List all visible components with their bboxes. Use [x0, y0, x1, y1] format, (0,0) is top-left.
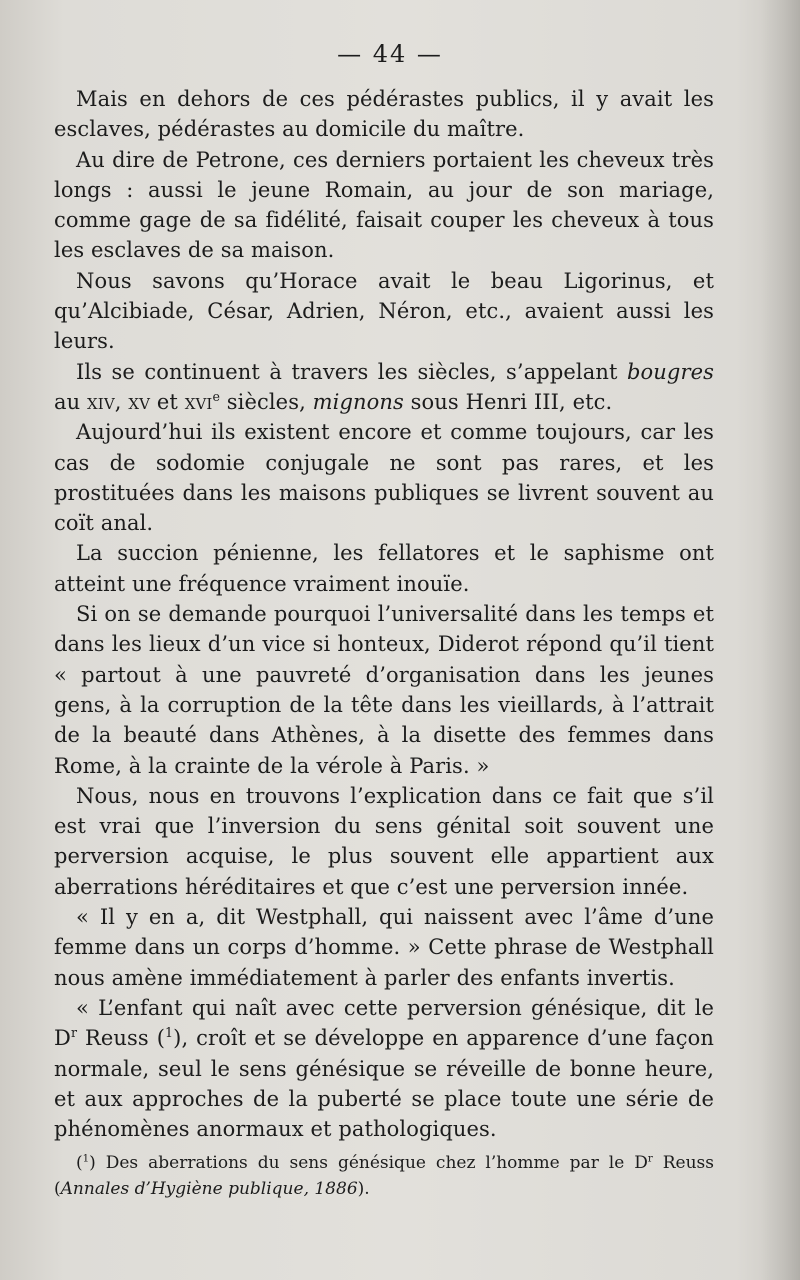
superscript: 1	[165, 1025, 174, 1041]
text-run: Mais en dehors de ces pédérastes publics, il y avait les esclaves, pédérastes au domicile du maître.	[54, 87, 714, 142]
text-run: ).	[357, 1179, 370, 1199]
text-run: « Il y en a, dit Westphall, qui naissent avec l’âme d’une femme dans un corps d’homme. » Cette phrase de Westphall nous amène immédiatement à parler des enfants invertis.	[54, 905, 714, 990]
text-run: Si on se demande pourquoi l’universalité dans les temps et dans les lieux d’un vice si honteux, Diderot répond qu’il tient « partout à une pauvreté d’organisation dans les jeunes gens, à la corruption de la tête dans les vieillards, à l’attrait de la beauté dans Athènes, à la disette des femmes dans Rome, à la crainte de la vérole à Paris. »	[54, 602, 714, 778]
text-run: au	[54, 389, 88, 414]
body-text	[54, 84, 714, 1144]
small-caps-text: xvi	[184, 389, 213, 414]
superscript: r	[70, 1025, 78, 1041]
text-run: « L’enfant qui naît avec cette perversion génésique, dit le D	[54, 995, 714, 1051]
page-number: — 44 —	[337, 40, 443, 68]
text-run: siècles,	[220, 389, 313, 414]
paragraph	[54, 417, 714, 538]
page-edge-shadow	[760, 0, 800, 1280]
text-run: Reuss (	[77, 1026, 166, 1051]
paragraph	[54, 357, 714, 418]
paragraph	[54, 902, 714, 993]
italic-text: bougres	[627, 359, 714, 384]
small-caps-text: xiv	[87, 389, 115, 414]
paragraph	[54, 599, 714, 781]
text-run: Reuss (	[54, 1153, 714, 1199]
superscript: e	[212, 388, 220, 404]
footnotes	[54, 1150, 714, 1202]
paragraph	[54, 781, 714, 902]
text-run: Au dire de Petrone, ces derniers portaient les cheveux très longs : aussi le jeune Romain, au jour de son mariage, comme gage de sa fidélité, faisait couper les cheveux à tous les esclaves de sa maison.	[54, 147, 714, 263]
paragraph	[54, 538, 714, 599]
paragraph	[54, 266, 714, 357]
text-run: (	[76, 1153, 83, 1173]
text-run: Ils se continuent à travers les siècles, s’appelant	[76, 359, 627, 384]
text-run: et	[150, 389, 185, 414]
text-run: ) Des aberrations du sens génésique chez l’homme par le D	[89, 1153, 648, 1173]
paragraph	[54, 145, 714, 266]
text-run: ,	[114, 389, 129, 414]
footnote	[54, 1150, 714, 1202]
text-run: sous Henri III, etc.	[403, 389, 613, 414]
text-run: Nous, nous en trouvons l’explication dans ce fait que s’il est vrai que l’inversion du sens génital soit souvent une perversion acquise, le plus souvent elle appartient aux aberrations héréditaires et que c’est une perversion innée.	[54, 783, 714, 899]
superscript: r	[647, 1153, 653, 1165]
text-run: ), croît et se développe en apparence d’une façon normale, seul le sens génésique se réveille de bonne heure, et aux approches de la puberté se place toute une série de phénomènes anormaux et pathologiques.	[54, 1026, 714, 1142]
paragraph	[54, 993, 714, 1144]
small-caps-text: xv	[128, 389, 151, 414]
paragraph	[54, 84, 714, 145]
text-run: Aujourd’hui ils existent encore et comme toujours, car les cas de sodomie conjugale ne sont pas rares, et les prostituées dans les maisons publiques se livrent souvent au coït anal.	[54, 420, 714, 536]
text-run: Nous savons qu’Horace avait le beau Ligorinus, et qu’Alcibiade, César, Adrien, Néron, etc., avaient aussi les leurs.	[54, 268, 714, 354]
superscript: 1	[82, 1153, 90, 1165]
text-run: La succion pénienne, les fellatores et le saphisme ont atteint une fréquence vraiment inouïe.	[54, 541, 714, 596]
italic-text: mignons	[312, 389, 404, 414]
italic-text: Annales d’Hygiène publique, 1886	[60, 1179, 358, 1199]
